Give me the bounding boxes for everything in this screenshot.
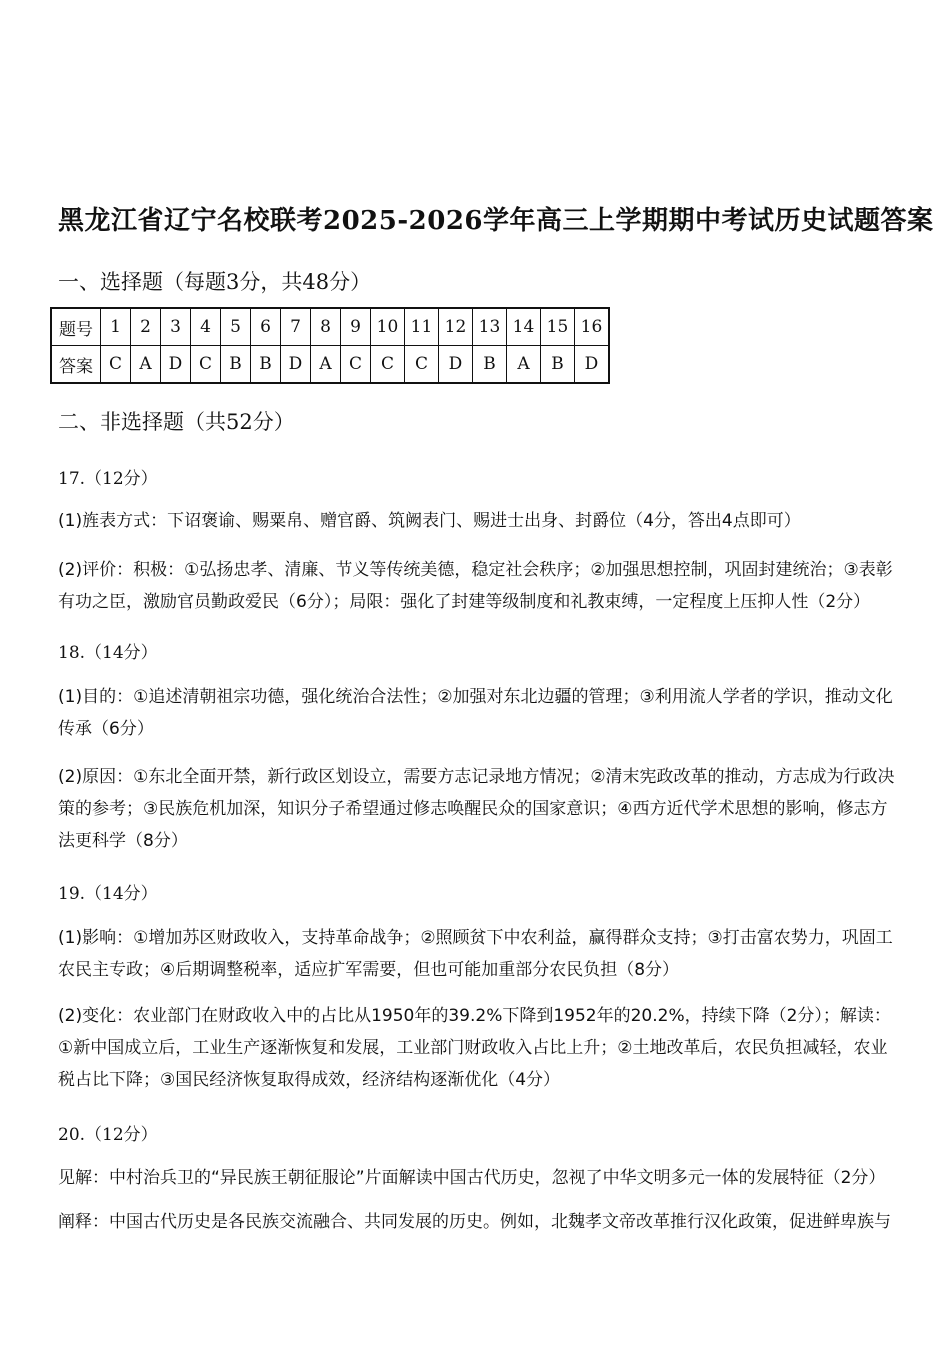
question-number-cell: 2 — [131, 308, 161, 346]
question-number-cell: 8 — [311, 308, 341, 346]
question-19-heading: 19.（14分） — [58, 884, 158, 904]
question-18-part-2: (2)原因：①东北全面开禁，新行政区划设立，需要方志记录地方情况；②清末宪政改革的推动，方志成为行政决策的参考；③民族危机加深，知识分子希望通过修志唤醒民众的国家意识；④西方近代学术思想的影响，修志方法更科学（8分） — [58, 767, 895, 851]
question-number-cell: 14 — [507, 308, 541, 346]
question-number-cell: 9 — [341, 308, 371, 346]
answer-cell: D — [575, 346, 610, 384]
answer-cell: B — [541, 346, 575, 384]
answer-cell: B — [221, 346, 251, 384]
question-number-cell: 16 — [575, 308, 610, 346]
question-20-heading: 20.（12分） — [58, 1125, 158, 1145]
answer-cell: A — [507, 346, 541, 384]
question-number-cell: 12 — [439, 308, 473, 346]
answer-cell: B — [473, 346, 507, 384]
answer-cell: D — [161, 346, 191, 384]
question-18-part-1: (1)目的：①追述清朝祖宗功德，强化统治合法性；②加强对东北边疆的管理；③利用流人学者的学识，推动文化传承（6分） — [58, 687, 893, 739]
answer-table — [50, 307, 610, 384]
question-20-part-2: 阐释：中国古代历史是各民族交流融合、共同发展的历史。例如，北魏孝文帝改革推行汉化政策，促进鲜卑族与 — [58, 1212, 891, 1232]
question-number-cell: 1 — [101, 308, 131, 346]
question-17-part-1: (1)旌表方式：下诏褒谕、赐粟帛、赠官爵、筑阙表门、赐进士出身、封爵位（4分，答出4点即可） — [58, 511, 801, 531]
answer-cell: C — [405, 346, 439, 384]
document-title: 黑龙江省辽宁名校联考2025-2026学年高三上学期期中考试历史试题答案 — [58, 206, 934, 236]
answer-cell: D — [439, 346, 473, 384]
question-number-cell: 7 — [281, 308, 311, 346]
question-number-cell: 5 — [221, 308, 251, 346]
answer-cell: B — [251, 346, 281, 384]
question-number-cell: 4 — [191, 308, 221, 346]
answer-cell: C — [341, 346, 371, 384]
question-17-heading: 17.（12分） — [58, 469, 158, 489]
answer-cell: C — [191, 346, 221, 384]
question-number-cell: 13 — [473, 308, 507, 346]
question-17-part-2: (2)评价：积极：①弘扬忠孝、清廉、节义等传统美德，稳定社会秩序；②加强思想控制，巩固封建统治；③表彰有功之臣，激励官员勤政爱民（6分）；局限：强化了封建等级制度和礼教束缚，一定程度上压抑人性（2分） — [58, 560, 893, 612]
question-number-cell: 6 — [251, 308, 281, 346]
table-row-answers — [51, 346, 609, 384]
question-19-part-2: (2)变化：农业部门在财政收入中的占比从1950年的39.2%下降到1952年的20.2%，持续下降（2分）；解读：①新中国成立后，工业生产逐渐恢复和发展，工业部门财政收入占比上升；②土地改革后，农民负担减轻，农业税占比下降；③国民经济恢复取得成效，经济结构逐渐优化（4分） — [58, 1006, 891, 1090]
table-row-numbers — [51, 308, 609, 346]
question-20-part-1: 见解：中村治兵卫的“异民族王朝征服论”片面解读中国古代历史，忽视了中华文明多元一体的发展特征（2分） — [58, 1168, 886, 1188]
answer-cell: A — [311, 346, 341, 384]
question-19-part-1: (1)影响：①增加苏区财政收入，支持革命战争；②照顾贫下中农利益，赢得群众支持；③打击富农势力，巩固工农民主专政；④后期调整税率，适应扩军需要，但也可能加重部分农民负担（8分） — [58, 928, 893, 980]
answer-cell: C — [101, 346, 131, 384]
answer-cell: C — [371, 346, 405, 384]
section-multiple-choice-heading: 一、选择题（每题3分，共48分） — [58, 270, 372, 294]
question-18-heading: 18.（14分） — [58, 643, 158, 663]
answer-cell: D — [281, 346, 311, 384]
section-open-questions-heading: 二、非选择题（共52分） — [58, 410, 295, 434]
row-header-number: 题号 — [51, 308, 101, 346]
question-number-cell: 3 — [161, 308, 191, 346]
question-number-cell: 10 — [371, 308, 405, 346]
question-number-cell: 15 — [541, 308, 575, 346]
question-number-cell: 11 — [405, 308, 439, 346]
row-header-answer: 答案 — [51, 346, 101, 384]
answer-cell: A — [131, 346, 161, 384]
